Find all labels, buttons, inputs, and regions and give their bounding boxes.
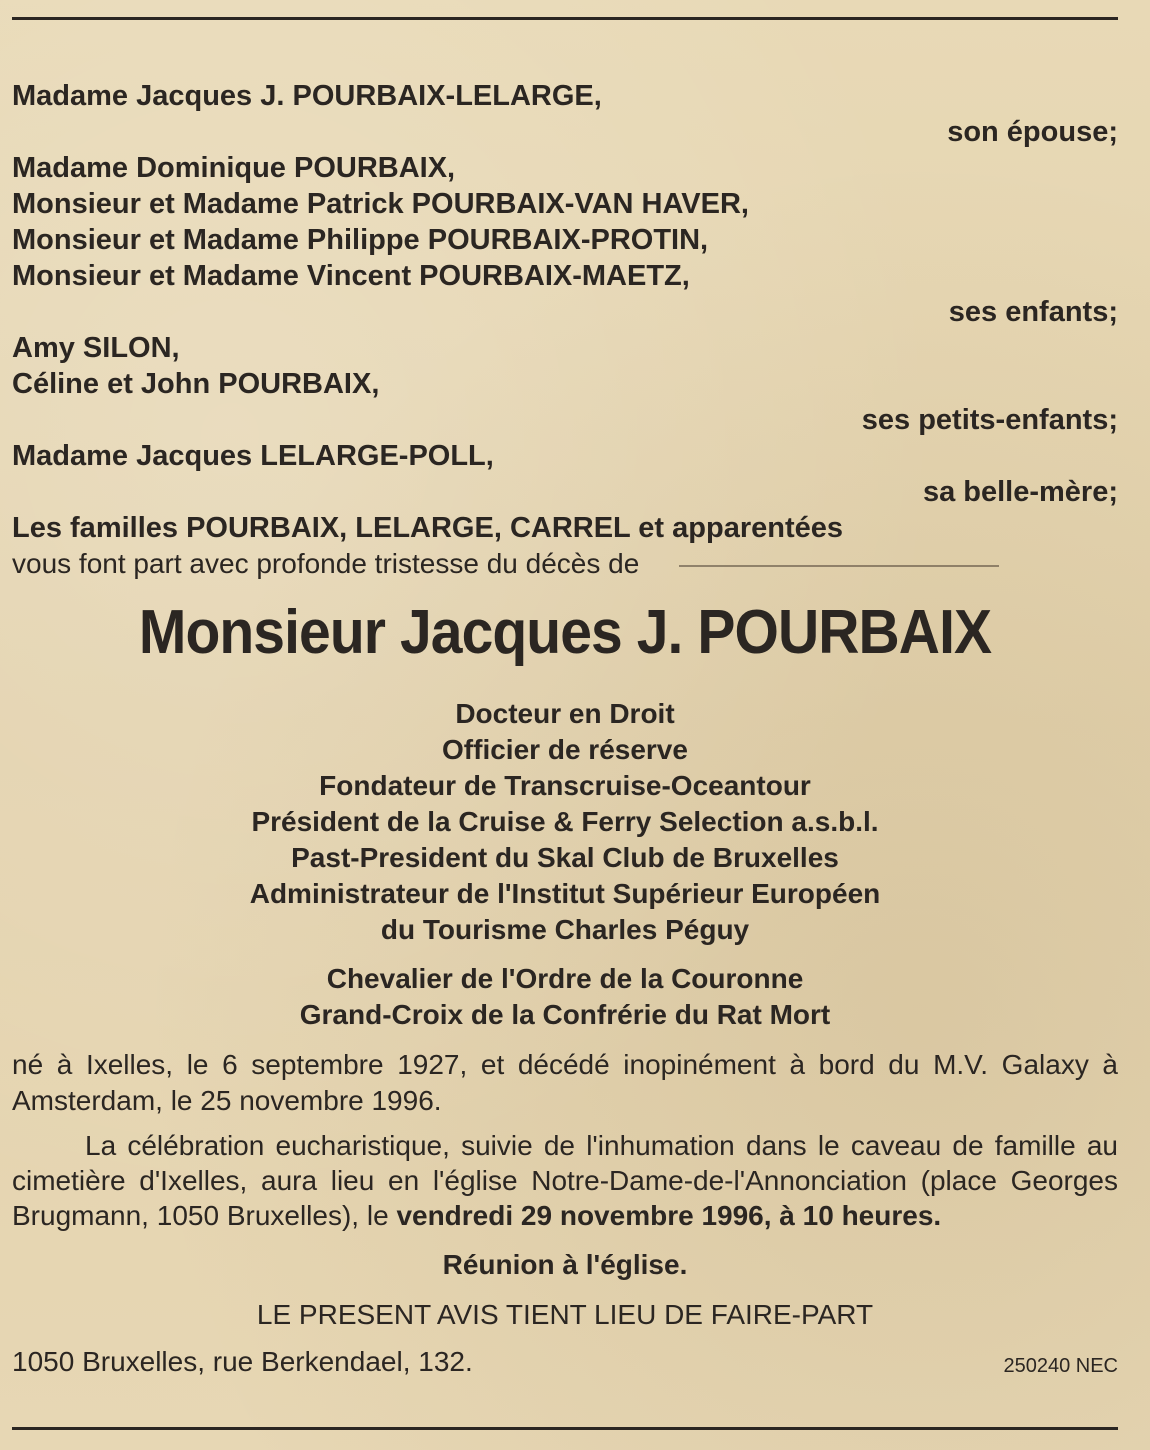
top-rule xyxy=(12,17,1118,20)
family-relation: sa belle-mère; xyxy=(922,476,1118,508)
obituary-content xyxy=(12,78,1118,1384)
title-line: Administrateur de l'Institut Supérieur Européen xyxy=(249,878,881,909)
family-member: Monsieur et Madame Philippe POURBAIX-PROTIN, xyxy=(12,224,709,256)
family-member: Madame Jacques LELARGE-POLL, xyxy=(12,440,494,472)
bottom-rule xyxy=(12,1427,1118,1430)
title-line: Officier de réserve xyxy=(442,734,688,765)
title-line: Fondateur de Transcruise-Oceantour xyxy=(319,770,811,801)
reunion-line: Réunion à l'église. xyxy=(442,1249,688,1280)
intro-dash-divider xyxy=(679,565,999,567)
title-line: Past-President du Skal Club de Bruxelles xyxy=(291,842,839,873)
family-member: Les familles POURBAIX, LELARGE, CARREL et apparentées xyxy=(12,512,844,544)
family-relation: ses petits-enfants; xyxy=(861,404,1118,436)
title-line: du Tourisme Charles Péguy xyxy=(380,914,750,945)
deceased-honours xyxy=(12,961,1118,1033)
deceased-name: Monsieur Jacques J. POURBAIX xyxy=(138,598,992,667)
family-relation: son épouse; xyxy=(947,116,1118,148)
birth-death-text: né à Ixelles, le 6 septembre 1927, et décédé inopinément à bord du M.V. Galaxy à Amsterdam, le 25 novembre 1996. xyxy=(12,1049,1118,1116)
address: 1050 Bruxelles, rue Berkendael, 132. xyxy=(12,1346,473,1377)
honour-line: Grand-Croix de la Confrérie du Rat Mort xyxy=(299,999,831,1030)
title-line: Président de la Cruise & Ferry Selection a.s.b.l. xyxy=(251,806,879,837)
ceremony-text: La célébration eucharistique, suivie de l'inhumation dans le caveau de famille au cimetière d'Ixelles, aura lieu en l'église Notre-Dame-de-l'Annonciation (place Georges Brugmann, 1050 Bruxelles), le xyxy=(12,1130,1118,1231)
footer xyxy=(12,1344,1118,1384)
ceremony-date: vendredi 29 novembre 1996, à 10 heures. xyxy=(396,1200,942,1231)
family-member: Madame Dominique POURBAIX, xyxy=(12,152,456,184)
family-member: Monsieur et Madame Patrick POURBAIX-VAN HAVER, xyxy=(12,188,749,220)
deceased-titles xyxy=(12,696,1118,948)
family-member: Madame Jacques J. POURBAIX-LELARGE, xyxy=(12,80,602,112)
title-line: Docteur en Droit xyxy=(455,698,675,729)
notice-line: LE PRESENT AVIS TIENT LIEU DE FAIRE-PART xyxy=(256,1299,874,1330)
family-member: Monsieur et Madame Vincent POURBAIX-MAETZ, xyxy=(12,260,690,292)
announcement-intro xyxy=(12,546,1118,582)
ceremony-paragraph xyxy=(12,1128,1118,1233)
family-list xyxy=(12,78,1118,546)
family-member: Amy SILON, xyxy=(12,332,180,364)
honour-line: Chevalier de l'Ordre de la Couronne xyxy=(326,963,804,994)
family-relation: ses enfants; xyxy=(948,296,1118,328)
family-member: Céline et John POURBAIX, xyxy=(12,368,380,400)
intro-text: vous font part avec profonde tristesse du décès de xyxy=(12,548,640,579)
reference-code: 250240 NEC xyxy=(1003,1355,1118,1377)
